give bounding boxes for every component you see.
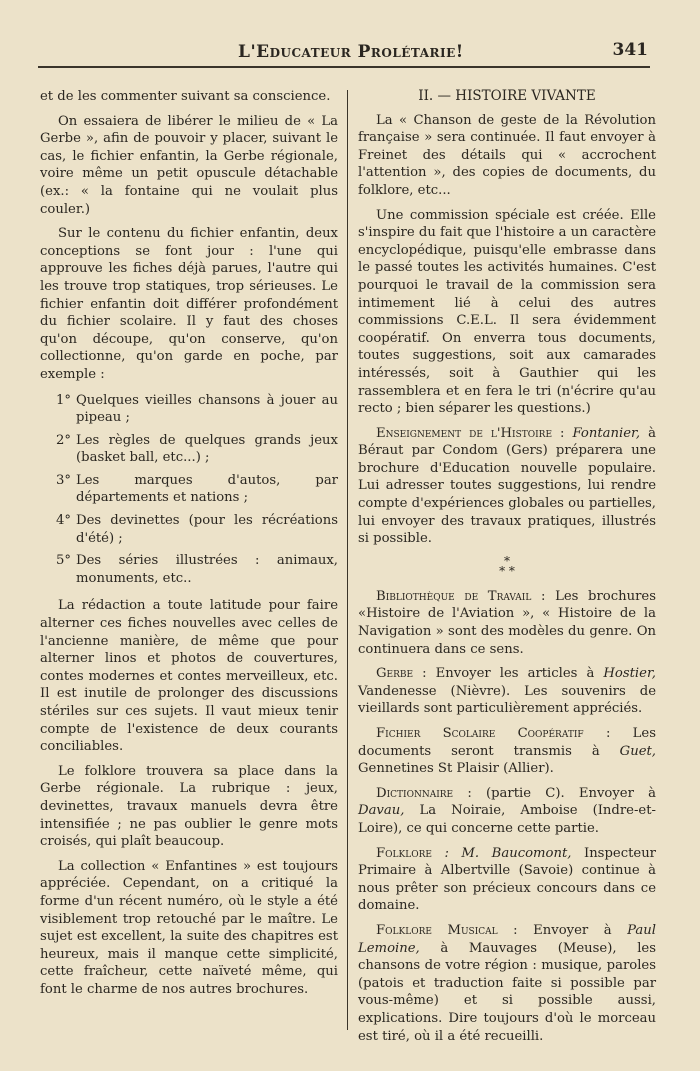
list-number: 1° [56, 392, 71, 408]
page-number: 341 [612, 40, 648, 60]
rubric-label: Bibliothèque de Travail [376, 588, 532, 604]
rubric-label: Folklore Musical [376, 922, 498, 938]
person-name: Guet, [619, 743, 656, 759]
paragraph: On essaiera de libérer le milieu de « La Gerbe », afin de pouvoir y placer, suivant le cas, le fichier enfantin, la Gerbe régionale, voire même un petit opuscule détachable (ex.: « la fontaine qui ne voulait plus couler.) [40, 113, 338, 217]
page-header [38, 36, 650, 70]
list-item [56, 472, 338, 507]
paragraph-text: : Les documents seront transmis à [358, 726, 656, 759]
rubric-label: Dictionnaire [376, 785, 454, 801]
person-name: Davau, [358, 803, 405, 819]
paragraph: La collection « Enfantines » est toujours appréciée. Cependant, on a critiqué la forme d'un récent numéro, où le style a été visiblement trop retouché par le maître. Le sujet est excellent, la suite des chapitres est heureux, mais il manque cette simplicité, cette fraîcheur, cette naïveté même, qui font le charme de nos autres brochures. [40, 858, 338, 997]
list-item [56, 432, 338, 467]
list-text: Quelques vieilles chansons à jouer au pipeau ; [76, 392, 338, 426]
paragraph-text: Inspecteur Primaire à Albertville (Savoie) continue à nous prêter son précieux concours dans ce domaine. [358, 845, 656, 914]
rubric-label: Fichier Scolaire Coopératif [376, 726, 584, 741]
paragraph [358, 665, 656, 718]
right-column [358, 88, 656, 1052]
paragraph: et de les commenter suivant sa conscience. [40, 89, 331, 104]
paragraph-text: : Envoyer à [513, 922, 612, 938]
left-column [40, 88, 338, 1006]
journal-title: L'Educateur Prolétarie! [238, 42, 464, 62]
list-number: 4° [56, 513, 71, 529]
paragraph: Sur le contenu du fichier enfantin, deux conceptions se font jour : l'une qui approuve les fiches déjà parues, l'autre qui les trouve trop statiques, trop sérieuses. Le fichier enfantin doit différer profondément du fichier scolaire. Il y faut des choses qu'on découpe, qu'on conserve, qu'on collectionne, qu'on garde en poche, par exemple : [40, 226, 338, 382]
paragraph: La rédaction a toute latitude pour faire alterner ces fiches nouvelles avec celles de l'ancienne manière, de même que pour alterner linos et photos de couvertures, contes modernes et contes merveilleux, etc. Il est inutile de prolonger des discussions stériles sur ces sujets. Il vaut mieux tenir compte de l'existence de deux courants conciliables. [40, 598, 338, 755]
list-item [56, 552, 338, 587]
list-item [56, 512, 338, 547]
paragraph-text: : Envoyer les articles à [422, 666, 595, 682]
list-number: 2° [56, 432, 71, 448]
section-separator [358, 553, 656, 578]
person-name: Fontanier, [572, 425, 641, 441]
list-text: Les marques d'autos, par départements et nations ; [76, 472, 338, 506]
paragraph [358, 785, 656, 838]
paragraph [358, 588, 656, 658]
paragraph [358, 725, 656, 778]
paragraph-text: : Les brochures «Histoire de l'Aviation », « Histoire de la Navigation » sont des modèles du genre. On continuera dans ce sens. [358, 588, 656, 657]
paragraph-text: Gennetines St Plaisir (Allier). [358, 761, 554, 777]
list-item [56, 392, 338, 427]
person-name: Hostier, [603, 666, 656, 682]
list-text: Les règles de quelques grands jeux (basket ball, etc...) ; [76, 432, 338, 466]
person-name: : M. Baucomont, [444, 845, 572, 861]
paragraph: Enseignement de l'Histoire : Fontanier, à Béraut par Condom (Gers) préparera une brochure d'Education nouvelle populaire. Lui adresser toutes suggestions, lui rendre compte d'expériences globales ou partielles, lui envoyer des travaux pratiques, illustrés si possible. [358, 425, 656, 547]
star-bottom: * * [499, 563, 515, 578]
header-rule [38, 66, 650, 68]
paragraph-text: La Noiraie, Amboise (Indre-et-Loire), ce qui concerne cette partie. [358, 803, 656, 836]
paragraph-text: Vandenesse (Nièvre). Les souvenirs de vieillards sont particulièrement appréciés. [358, 683, 656, 717]
column-divider [347, 90, 348, 1030]
list-number: 3° [56, 472, 71, 488]
list-text: Des séries illustrées : animaux, monuments, etc.. [76, 553, 338, 586]
paragraph [358, 112, 656, 200]
paragraph [358, 845, 656, 915]
paragraph: Le folklore trouvera sa place dans la Gerbe régionale. La rubrique : jeux, devinettes, travaux manuels devra être intensifiée ; ne pas oublier le genre mots croisés, qui plaît beaucoup. [40, 763, 338, 850]
paragraph-text: : (partie C). Envoyer à [467, 785, 656, 801]
section-title: II. — HISTOIRE VIVANTE [418, 88, 596, 104]
star-top: * [504, 553, 510, 568]
paragraph-text: à Béraut par Condom (Gers) préparera une brochure d'Education nouvelle populaire. Lui adresser toutes suggestions, lui rendre compte d'expériences globales ou partielles, lui envoyer des travaux pratiques, illustrés si possible. [358, 425, 656, 547]
rubric-label: Enseignement de l'Histoire [376, 425, 553, 441]
paragraph [358, 922, 656, 1045]
rubric-label: Gerbe [376, 666, 414, 682]
paragraph-text: à Mauvages (Meuse), les chansons de votre région : musique, paroles (patois et traduction faite si possible par vous-même) et si possible aussi, explications. Dire toujours d'où le morceau est tiré, où il a été recueilli. [358, 940, 656, 1044]
paragraph-text: La « Chanson de geste de la Révolution française » sera continuée. Il faut envoyer à Freinet des détails qui « accrochent l'attention », des copies de documents, du folklore, etc... [358, 112, 656, 198]
rubric-label: Folklore [376, 845, 432, 861]
paragraph: Une commission spéciale est créée. Elle s'inspire du fait que l'histoire a un caractère encyclopédique, puisqu'elle embrasse dans le passé toutes les activités humaines. C'est pourquoi le travail de la commission sera intimement lié à celui des autres commissions C.E.L. Il sera évidemment coopératif. On enverra tous documents, toutes suggestions, soit aux camarades intéressés, soit à Gauthier qui les rassemblera et en fera le tri (n'écrire qu'au recto ; bien séparer les questions.) [358, 207, 656, 417]
example-list [40, 392, 338, 588]
list-number: 5° [56, 553, 71, 569]
person-name: Paul Lemoine, [358, 922, 656, 956]
list-text: Des devinettes (pour les récréations d'été) ; [76, 513, 338, 546]
